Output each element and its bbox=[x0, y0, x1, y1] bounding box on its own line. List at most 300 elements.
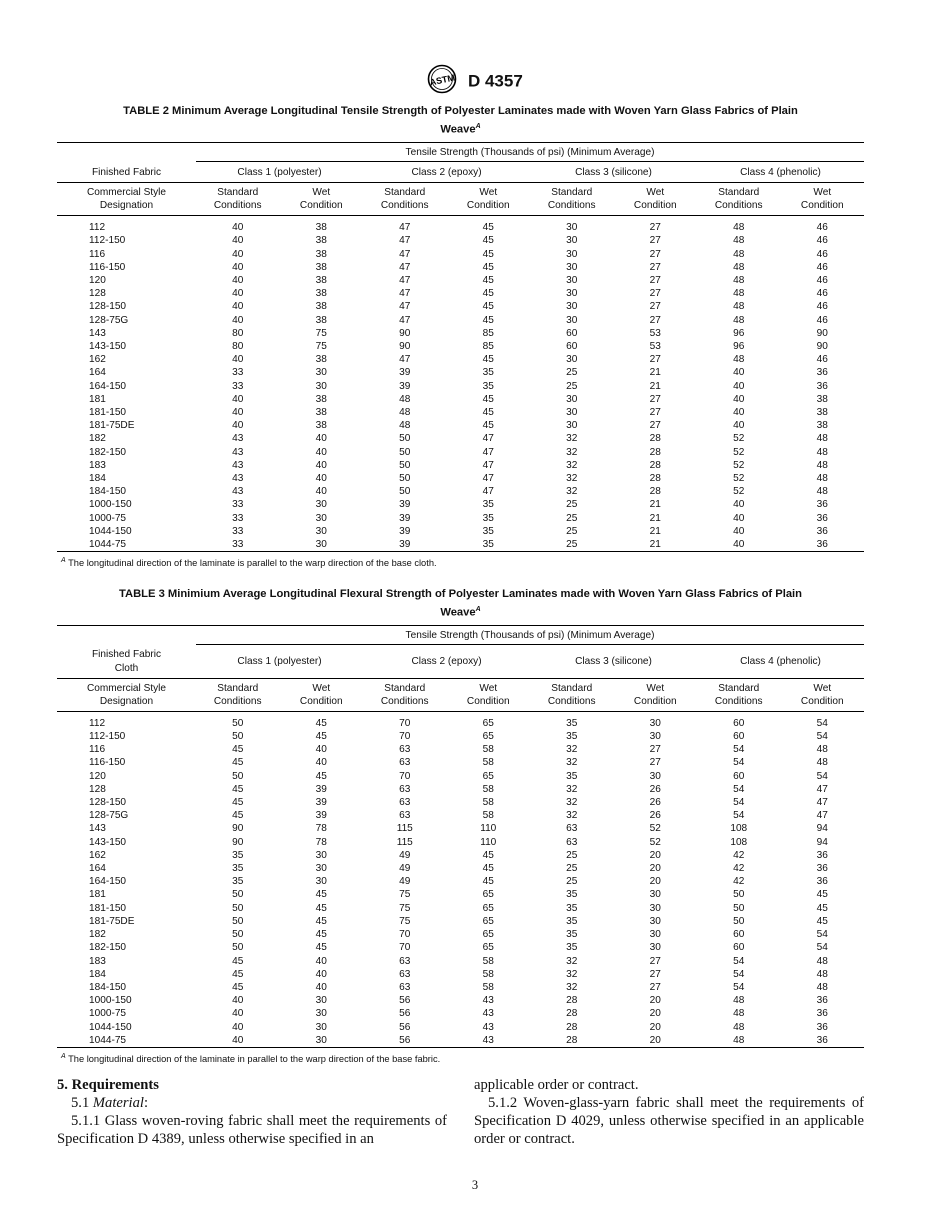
value-cell: 45 bbox=[482, 235, 494, 247]
value-cell: 30 bbox=[566, 406, 578, 418]
value-cell: 47 bbox=[482, 473, 494, 484]
value-cell: 50 bbox=[399, 446, 411, 458]
value-cell: 32 bbox=[566, 955, 578, 967]
value-cell: 40 bbox=[315, 486, 327, 498]
value-cell: 40 bbox=[232, 235, 244, 247]
table-row bbox=[57, 459, 864, 472]
value-cell: 40 bbox=[315, 446, 327, 458]
value-cell: 45 bbox=[315, 929, 327, 941]
value-cell: 58 bbox=[482, 968, 494, 980]
value-cell: 63 bbox=[399, 783, 411, 795]
value-cell: 50 bbox=[733, 915, 745, 927]
table-row bbox=[57, 353, 864, 366]
value-cell: 30 bbox=[315, 525, 327, 537]
value-cell: 75 bbox=[315, 327, 327, 339]
value-cell: 110 bbox=[480, 836, 497, 848]
table-row bbox=[57, 862, 864, 875]
value-cell: 48 bbox=[816, 981, 828, 993]
value-cell: 85 bbox=[482, 340, 494, 352]
class-header: Class 2 (epoxy) bbox=[363, 644, 530, 678]
finished-fabric-header: Finished Fabric Cloth bbox=[57, 644, 196, 678]
value-cell: 48 bbox=[399, 406, 411, 418]
value-cell: 48 bbox=[733, 314, 745, 326]
value-cell: 30 bbox=[566, 314, 578, 326]
value-cell: 63 bbox=[399, 981, 411, 993]
value-cell: 60 bbox=[733, 770, 745, 782]
value-cell: 90 bbox=[816, 327, 828, 339]
value-cell: 38 bbox=[816, 406, 828, 418]
style-cell: 143 bbox=[89, 823, 106, 835]
value-cell: 35 bbox=[232, 876, 244, 888]
value-cell: 36 bbox=[816, 525, 828, 537]
table-row bbox=[57, 711, 864, 730]
standard-conditions-header: Standard Conditions bbox=[697, 183, 781, 216]
value-cell: 50 bbox=[232, 902, 244, 914]
value-cell: 47 bbox=[399, 301, 411, 313]
value-cell: 36 bbox=[816, 499, 828, 511]
value-cell: 65 bbox=[482, 770, 494, 782]
value-cell: 50 bbox=[232, 915, 244, 927]
value-cell: 50 bbox=[399, 473, 411, 484]
value-cell: 38 bbox=[315, 288, 327, 300]
value-cell: 47 bbox=[482, 433, 494, 445]
section-5-1-1-continued: applicable order or contract. bbox=[474, 1077, 639, 1093]
value-cell: 47 bbox=[399, 314, 411, 326]
value-cell: 36 bbox=[816, 1021, 828, 1033]
table-row bbox=[57, 796, 864, 809]
value-cell: 28 bbox=[530, 1034, 614, 1048]
value-cell: 33 bbox=[232, 525, 244, 537]
value-cell: 32 bbox=[566, 486, 578, 498]
value-cell: 48 bbox=[816, 433, 828, 445]
table-2-block bbox=[57, 104, 864, 568]
value-cell: 54 bbox=[816, 770, 828, 782]
class-header: Class 2 (epoxy) bbox=[363, 161, 530, 182]
value-cell: 21 bbox=[649, 525, 661, 537]
value-cell: 45 bbox=[482, 274, 494, 286]
value-cell: 35 bbox=[232, 849, 244, 861]
value-cell: 48 bbox=[816, 486, 828, 498]
value-cell: 50 bbox=[232, 731, 244, 743]
value-cell: 50 bbox=[232, 889, 244, 901]
value-cell: 38 bbox=[816, 393, 828, 405]
value-cell: 48 bbox=[816, 955, 828, 967]
value-cell: 70 bbox=[399, 731, 411, 743]
value-cell: 46 bbox=[816, 274, 828, 286]
value-cell: 45 bbox=[232, 783, 244, 795]
value-cell: 90 bbox=[399, 340, 411, 352]
table-row bbox=[57, 994, 864, 1007]
style-cell: 143-150 bbox=[89, 836, 127, 848]
table-row bbox=[57, 849, 864, 862]
value-cell: 46 bbox=[816, 235, 828, 247]
value-cell: 45 bbox=[232, 955, 244, 967]
value-cell: 53 bbox=[649, 327, 661, 339]
style-cell: 128 bbox=[89, 783, 106, 795]
value-cell: 40 bbox=[232, 420, 244, 432]
document-code: D 4357 bbox=[467, 71, 523, 91]
value-cell: 94 bbox=[816, 836, 828, 848]
value-cell: 63 bbox=[566, 836, 578, 848]
value-cell: 96 bbox=[733, 340, 745, 352]
value-cell: 40 bbox=[232, 288, 244, 300]
value-cell: 43 bbox=[232, 473, 244, 484]
value-cell: 56 bbox=[399, 1008, 411, 1020]
value-cell: 60 bbox=[566, 327, 578, 339]
value-cell: 40 bbox=[315, 744, 327, 756]
table-row bbox=[57, 928, 864, 941]
value-cell: 65 bbox=[482, 929, 494, 941]
value-cell: 63 bbox=[399, 797, 411, 809]
value-cell: 54 bbox=[733, 757, 745, 769]
value-cell: 47 bbox=[399, 248, 411, 260]
wet-condition-header: Wet Condition bbox=[781, 183, 865, 216]
value-cell: 35 bbox=[566, 731, 578, 743]
value-cell: 52 bbox=[733, 473, 745, 484]
value-cell: 47 bbox=[482, 486, 494, 498]
standard-conditions-header: Standard Conditions bbox=[196, 678, 280, 711]
value-cell: 35 bbox=[447, 538, 531, 552]
table-3-footnote: $^A$ The longitudinal direction of the laminate in parallel to the warp direction of the base fabric. bbox=[61, 1052, 441, 1065]
standard-conditions-header: Standard Conditions bbox=[363, 678, 447, 711]
value-cell: 48 bbox=[399, 393, 411, 405]
value-cell: 26 bbox=[649, 810, 661, 822]
standard-conditions-header: Standard Conditions bbox=[530, 678, 614, 711]
value-cell: 50 bbox=[399, 433, 411, 445]
value-cell: 42 bbox=[733, 876, 745, 888]
section-5-1: 5.1 Material: bbox=[71, 1095, 149, 1111]
value-cell: 48 bbox=[816, 459, 828, 471]
value-cell: 46 bbox=[816, 301, 828, 313]
value-cell: 33 bbox=[232, 512, 244, 524]
value-cell: 47 bbox=[399, 261, 411, 273]
value-cell: 26 bbox=[649, 797, 661, 809]
value-cell: 47 bbox=[399, 354, 411, 366]
value-cell: 45 bbox=[315, 915, 327, 927]
value-cell: 27 bbox=[649, 406, 661, 418]
style-cell: 182-150 bbox=[89, 446, 127, 458]
value-cell: 35 bbox=[482, 367, 494, 379]
value-cell: 30 bbox=[315, 380, 327, 392]
value-cell: 54 bbox=[816, 717, 828, 729]
value-cell: 63 bbox=[399, 757, 411, 769]
value-cell: 40 bbox=[697, 538, 781, 552]
value-cell: 46 bbox=[816, 288, 828, 300]
value-cell: 25 bbox=[566, 876, 578, 888]
class-header: Class 4 (phenolic) bbox=[697, 161, 864, 182]
value-cell: 50 bbox=[733, 889, 745, 901]
value-cell: 38 bbox=[315, 420, 327, 432]
style-cell: 164 bbox=[89, 863, 106, 875]
value-cell: 36 bbox=[816, 380, 828, 392]
value-cell: 38 bbox=[315, 222, 327, 234]
style-cell: 184 bbox=[89, 968, 106, 980]
value-cell: 45 bbox=[482, 420, 494, 432]
style-cell: 128-75G bbox=[89, 314, 129, 326]
value-cell: 43 bbox=[232, 486, 244, 498]
value-cell: 40 bbox=[733, 499, 745, 511]
value-cell: 110 bbox=[480, 823, 497, 835]
value-cell: 40 bbox=[733, 512, 745, 524]
value-cell: 48 bbox=[816, 446, 828, 458]
value-cell: 21 bbox=[649, 499, 661, 511]
value-cell: 32 bbox=[566, 968, 578, 980]
value-cell: 45 bbox=[315, 902, 327, 914]
table-2 bbox=[57, 142, 864, 552]
style-cell: 181-75DE bbox=[89, 915, 135, 927]
value-cell: 27 bbox=[649, 222, 661, 234]
value-cell: 48 bbox=[733, 261, 745, 273]
style-cell: 181 bbox=[89, 393, 106, 405]
value-cell: 38 bbox=[315, 274, 327, 286]
value-cell: 30 bbox=[566, 354, 578, 366]
value-cell: 32 bbox=[566, 459, 578, 471]
value-cell: 39 bbox=[399, 525, 411, 537]
value-cell: 78 bbox=[315, 823, 327, 835]
value-cell: 27 bbox=[649, 420, 661, 432]
style-cell: 116-150 bbox=[89, 757, 126, 769]
table-row bbox=[57, 968, 864, 981]
value-cell: 40 bbox=[733, 420, 745, 432]
value-cell: 30 bbox=[315, 499, 327, 511]
value-cell: 20 bbox=[649, 1008, 661, 1020]
value-cell: 47 bbox=[816, 783, 828, 795]
astm-logo-icon bbox=[427, 64, 457, 99]
value-cell: 54 bbox=[733, 810, 745, 822]
value-cell: 25 bbox=[566, 525, 578, 537]
style-cell: 1000-75 bbox=[89, 512, 127, 524]
value-cell: 33 bbox=[196, 538, 280, 552]
value-cell: 58 bbox=[482, 797, 494, 809]
style-cell: 112 bbox=[89, 222, 106, 234]
value-cell: 27 bbox=[649, 248, 661, 260]
value-cell: 45 bbox=[482, 406, 494, 418]
value-cell: 45 bbox=[315, 889, 327, 901]
value-cell: 58 bbox=[482, 955, 494, 967]
wet-condition-header: Wet Condition bbox=[614, 678, 698, 711]
style-cell: 164-150 bbox=[89, 380, 127, 392]
value-cell: 30 bbox=[315, 995, 327, 1007]
wet-condition-header: Wet Condition bbox=[781, 678, 865, 711]
value-cell: 27 bbox=[649, 393, 661, 405]
style-cell: 181 bbox=[89, 889, 106, 901]
value-cell: 20 bbox=[614, 1034, 698, 1048]
style-cell: 128-150 bbox=[89, 301, 127, 313]
style-cell: 183 bbox=[89, 955, 106, 967]
value-cell: 28 bbox=[566, 995, 578, 1007]
value-cell: 39 bbox=[399, 499, 411, 511]
style-cell: 1044-150 bbox=[89, 1021, 132, 1033]
value-cell: 47 bbox=[399, 288, 411, 300]
value-cell: 40 bbox=[232, 301, 244, 313]
value-cell: 30 bbox=[649, 889, 661, 901]
value-cell: 53 bbox=[649, 340, 661, 352]
value-cell: 40 bbox=[232, 393, 244, 405]
value-cell: 30 bbox=[566, 301, 578, 313]
table-row bbox=[57, 525, 864, 538]
value-cell: 28 bbox=[649, 473, 661, 484]
value-cell: 49 bbox=[399, 849, 411, 861]
value-cell: 54 bbox=[733, 981, 745, 993]
value-cell: 28 bbox=[566, 1021, 578, 1033]
value-cell: 60 bbox=[733, 929, 745, 941]
table-row bbox=[57, 902, 864, 915]
value-cell: 27 bbox=[649, 981, 661, 993]
value-cell: 40 bbox=[733, 406, 745, 418]
value-cell: 40 bbox=[196, 1034, 280, 1048]
table-row bbox=[57, 234, 864, 247]
value-cell: 27 bbox=[649, 314, 661, 326]
table-row bbox=[57, 756, 864, 769]
value-cell: 50 bbox=[232, 942, 244, 954]
value-cell: 42 bbox=[733, 849, 745, 861]
class-header: Class 1 (polyester) bbox=[196, 644, 363, 678]
style-cell: 116-150 bbox=[89, 261, 126, 273]
value-cell: 46 bbox=[816, 354, 828, 366]
value-cell: 32 bbox=[566, 473, 578, 484]
value-cell: 52 bbox=[733, 446, 745, 458]
style-cell: 116 bbox=[89, 744, 106, 756]
value-cell: 27 bbox=[649, 288, 661, 300]
style-cell: 1000-150 bbox=[89, 995, 132, 1007]
value-cell: 42 bbox=[733, 863, 745, 875]
value-cell: 36 bbox=[816, 863, 828, 875]
value-cell: 90 bbox=[232, 836, 244, 848]
class-header: Class 1 (polyester) bbox=[196, 161, 363, 182]
style-cell: 116 bbox=[89, 248, 106, 260]
table-row bbox=[57, 300, 864, 313]
value-cell: 50 bbox=[232, 929, 244, 941]
value-cell: 35 bbox=[566, 770, 578, 782]
style-cell: 182 bbox=[89, 929, 106, 941]
value-cell: 45 bbox=[315, 942, 327, 954]
value-cell: 54 bbox=[733, 955, 745, 967]
group-header: Tensile Strength (Thousands of psi) (Minimum Average) bbox=[196, 625, 864, 644]
value-cell: 36 bbox=[816, 1008, 828, 1020]
value-cell: 48 bbox=[733, 274, 745, 286]
value-cell: 45 bbox=[232, 797, 244, 809]
value-cell: 50 bbox=[232, 770, 244, 782]
value-cell: 58 bbox=[482, 783, 494, 795]
value-cell: 94 bbox=[816, 823, 828, 835]
style-cell: 1000-75 bbox=[89, 1008, 127, 1020]
value-cell: 70 bbox=[399, 717, 411, 729]
value-cell: 45 bbox=[482, 301, 494, 313]
style-cell: 162 bbox=[89, 354, 106, 366]
value-cell: 48 bbox=[816, 473, 828, 484]
value-cell: 40 bbox=[232, 248, 244, 260]
style-cell: 112-150 bbox=[89, 235, 126, 247]
table-row bbox=[57, 981, 864, 994]
right-column bbox=[474, 1076, 864, 1148]
value-cell: 75 bbox=[399, 889, 411, 901]
value-cell: 27 bbox=[649, 955, 661, 967]
value-cell: 48 bbox=[733, 301, 745, 313]
value-cell: 32 bbox=[566, 783, 578, 795]
value-cell: 30 bbox=[649, 717, 661, 729]
value-cell: 45 bbox=[482, 288, 494, 300]
standard-conditions-header: Standard Conditions bbox=[530, 183, 614, 216]
table-row bbox=[57, 888, 864, 901]
value-cell: 48 bbox=[399, 420, 411, 432]
value-cell: 48 bbox=[733, 235, 745, 247]
table-row bbox=[57, 327, 864, 340]
value-cell: 40 bbox=[232, 314, 244, 326]
value-cell: 60 bbox=[733, 717, 745, 729]
value-cell: 38 bbox=[315, 393, 327, 405]
value-cell: 43 bbox=[482, 1008, 494, 1020]
value-cell: 46 bbox=[816, 314, 828, 326]
value-cell: 45 bbox=[232, 757, 244, 769]
value-cell: 30 bbox=[315, 849, 327, 861]
value-cell: 43 bbox=[482, 995, 494, 1007]
value-cell: 45 bbox=[482, 393, 494, 405]
value-cell: 54 bbox=[816, 731, 828, 743]
value-cell: 38 bbox=[315, 235, 327, 247]
value-cell: 60 bbox=[733, 942, 745, 954]
value-cell: 25 bbox=[566, 512, 578, 524]
value-cell: 30 bbox=[315, 863, 327, 875]
value-cell: 75 bbox=[399, 902, 411, 914]
value-cell: 45 bbox=[232, 981, 244, 993]
value-cell: 48 bbox=[816, 757, 828, 769]
value-cell: 63 bbox=[566, 823, 578, 835]
value-cell: 56 bbox=[363, 1034, 447, 1048]
class-header: Class 4 (phenolic) bbox=[697, 644, 864, 678]
value-cell: 30 bbox=[566, 248, 578, 260]
style-cell: 1000-150 bbox=[89, 499, 132, 511]
table-row bbox=[57, 472, 864, 485]
table-3 bbox=[57, 625, 864, 1048]
value-cell: 75 bbox=[315, 340, 327, 352]
value-cell: 54 bbox=[816, 929, 828, 941]
value-cell: 52 bbox=[649, 823, 661, 835]
header-blank bbox=[57, 625, 196, 644]
value-cell: 45 bbox=[816, 915, 828, 927]
value-cell: 90 bbox=[399, 327, 411, 339]
value-cell: 27 bbox=[649, 261, 661, 273]
style-cell: 181-150 bbox=[89, 902, 127, 914]
value-cell: 48 bbox=[816, 744, 828, 756]
value-cell: 52 bbox=[649, 836, 661, 848]
value-cell: 30 bbox=[566, 420, 578, 432]
value-cell: 45 bbox=[232, 968, 244, 980]
value-cell: 35 bbox=[482, 525, 494, 537]
value-cell: 30 bbox=[649, 915, 661, 927]
style-cell: 164-150 bbox=[89, 876, 127, 888]
value-cell: 38 bbox=[816, 420, 828, 432]
value-cell: 45 bbox=[482, 849, 494, 861]
value-cell: 65 bbox=[482, 942, 494, 954]
value-cell: 80 bbox=[232, 327, 244, 339]
value-cell: 50 bbox=[399, 486, 411, 498]
value-cell: 26 bbox=[649, 783, 661, 795]
value-cell: 33 bbox=[232, 380, 244, 392]
value-cell: 65 bbox=[482, 902, 494, 914]
value-cell: 48 bbox=[816, 968, 828, 980]
wet-condition-header: Wet Condition bbox=[280, 183, 364, 216]
value-cell: 25 bbox=[566, 849, 578, 861]
style-cell: 181-75DE bbox=[89, 420, 135, 432]
value-cell: 45 bbox=[232, 744, 244, 756]
style-cell: 162 bbox=[89, 849, 106, 861]
style-cell: 112 bbox=[89, 717, 106, 729]
value-cell: 60 bbox=[733, 731, 745, 743]
value-cell: 27 bbox=[649, 968, 661, 980]
value-cell: 43 bbox=[232, 459, 244, 471]
value-cell: 39 bbox=[315, 810, 327, 822]
value-cell: 43 bbox=[482, 1021, 494, 1033]
